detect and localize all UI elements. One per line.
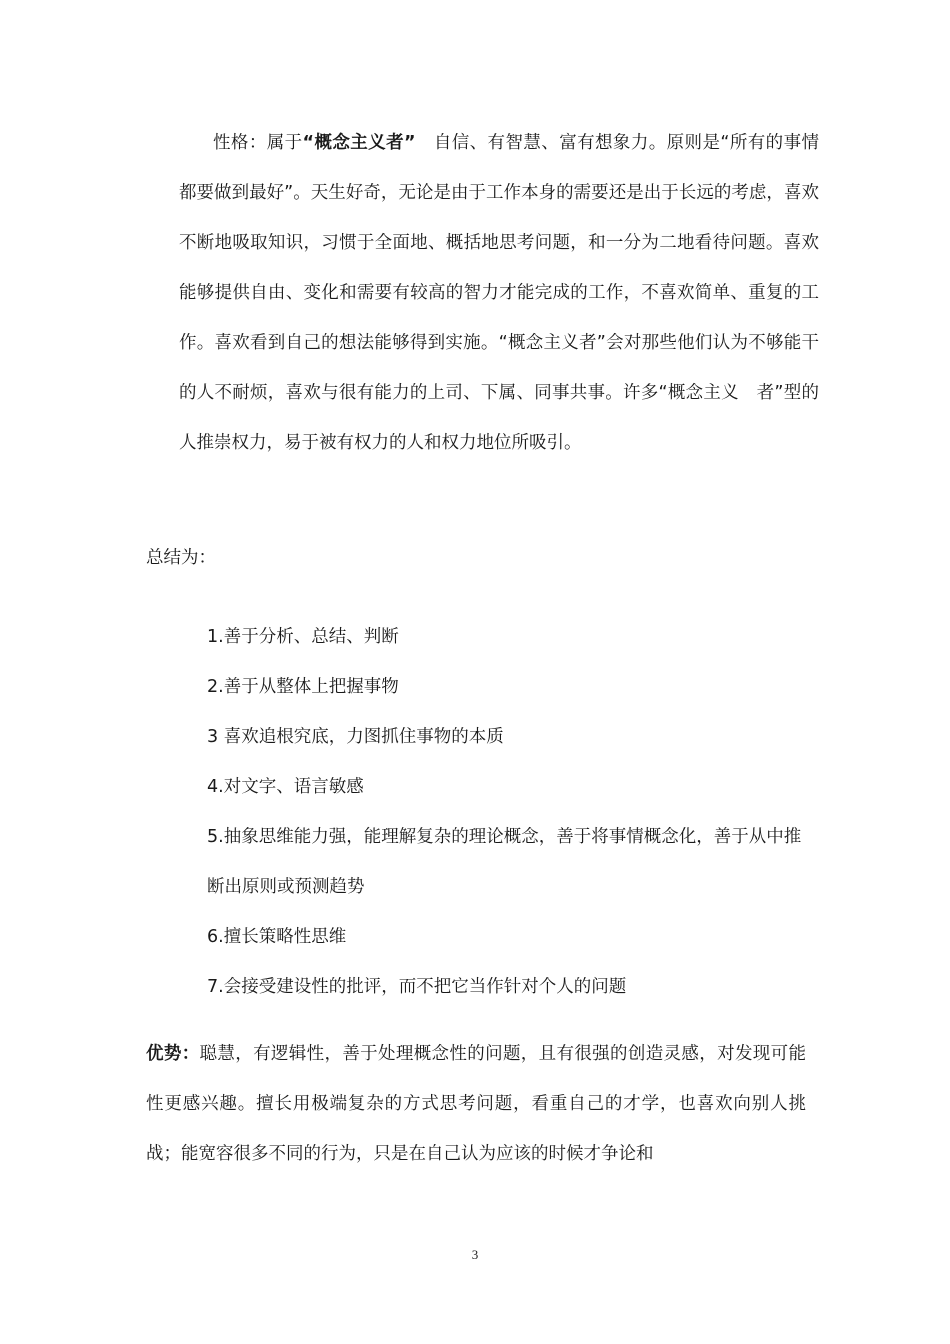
summary-list <box>207 612 807 1012</box>
summary-title: 总结为： <box>146 548 216 568</box>
summary-item-2: 2.善于从整体上把握事物 <box>207 677 399 697</box>
personality-description: 自信、有智慧、富有想象力。原则是“所有的事情都要做到最好”。天生好奇，无论是由于工作本身的需要还是出于长远的考虑，喜欢不断地吸取知识，习惯于全面地、概括地思考问题，和一分为二地看待问题。喜欢能够提供自由、变化和需要有较高的智力才能完成的工作，不喜欢简单、重复的工作。喜欢看到自己的想法能够得到实施。“概念主义者”会对那些他们认为不够能干的人不耐烦，喜欢与很有能力的上司、下属、同事共事。许多“概念主义 者”型的人推崇权力，易于被有权力的人和权力地位所吸引。 <box>179 133 819 453</box>
summary-item-6: 6.擅长策略性思维 <box>207 927 347 947</box>
advantage-label: 优势： <box>146 1044 200 1064</box>
concept-term: “概念主义者” <box>302 133 416 153</box>
advantage-paragraph <box>146 1029 806 1179</box>
summary-item-5: 5.抽象思维能力强，能理解复杂的理论概念，善于将事情概念化，善于从中推断出原则或预测趋势 <box>207 827 802 897</box>
page-number: 3 <box>471 1247 479 1262</box>
advantage-text: 聪慧，有逻辑性，善于处理概念性的问题，且有很强的创造灵感，对发现可能性更感兴趣。擅长用极端复杂的方式思考问题，看重自己的才学，也喜欢向别人挑战；能宽容很多不同的行为，只是在自己认为应该的时候才争论和 <box>146 1044 807 1164</box>
personality-prefix: 性格：属于 <box>213 133 303 153</box>
summary-item-3: 3 喜欢追根究底，力图抓住事物的本质 <box>207 727 504 747</box>
summary-item-4: 4.对文字、语言敏感 <box>207 777 364 797</box>
personality-paragraph <box>179 118 819 468</box>
summary-item-7: 7.会接受建设性的批评，而不把它当作针对个人的问题 <box>207 977 627 997</box>
summary-item-1: 1.善于分析、总结、判断 <box>207 627 399 647</box>
